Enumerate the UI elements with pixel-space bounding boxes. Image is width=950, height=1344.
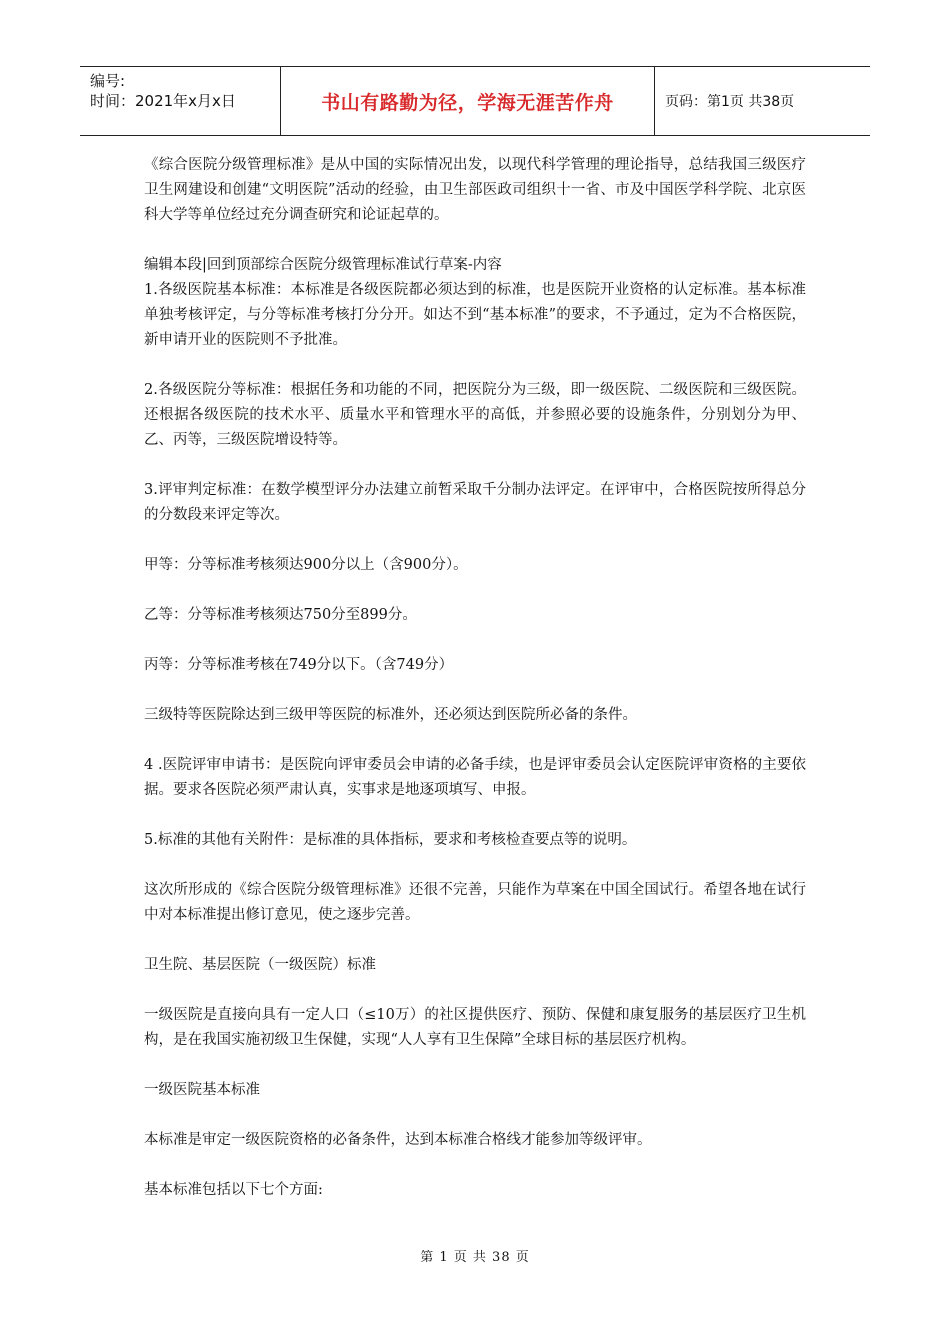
header-page-code: 页码：第1页 共38页 — [665, 94, 795, 110]
intro-paragraph: 《综合医院分级管理标准》是从中国的实际情况出发，以现代科学管理的理论指导，总结我国三级医疗卫生网建设和创建“文明医院”活动的经验，由卫生部医政司组织十一省、市及中国医学科学院、北京医科大学等单位经过充分调查研究和论证起草的。 — [144, 157, 806, 223]
standard-item-3: 3.评审判定标准：在数学模型评分办法建立前暂采取千分制办法评定。在评审中，合格医院按所得总分的分数段来评定等次。 — [144, 482, 806, 523]
basic-standard-description: 本标准是审定一级医院资格的必备条件，达到本标准合格线才能参加等级评审。 — [144, 1132, 652, 1148]
document-number-label: 编号: — [90, 72, 126, 90]
basic-standard-aspects: 基本标准包括以下七个方面: — [144, 1182, 323, 1198]
grade-b-paragraph: 乙等：分等标准考核须达750分至899分。 — [144, 607, 417, 623]
header-motto: 书山有路勤为径，学海无涯苦作舟 — [281, 67, 655, 135]
level1-basic-standard-title: 一级医院基本标准 — [144, 1082, 260, 1098]
standard-item-5: 5.标准的其他有关附件：是标准的具体指标，要求和考核检查要点等的说明。 — [144, 832, 637, 848]
document-header — [80, 66, 870, 136]
standard-item-4: 4 .医院评审申请书：是医院向评审委员会申请的必备手续，也是评审委员会认定医院评审资格的主要依据。要求各医院必须严肃认真，实事求是地逐项填写、申报。 — [144, 757, 806, 798]
level1-definition-paragraph: 一级医院是直接向具有一定人口（≤10万）的社区提供医疗、预防、保健和康复服务的基层医疗卫生机构，是在我国实施初级卫生保健，实现“人人享有卫生保障”全球目标的基层医疗机构。 — [144, 1007, 806, 1048]
header-meta — [80, 67, 281, 135]
page-footer: 第 1 页 共 38 页 — [420, 1250, 530, 1265]
grade-a-paragraph: 甲等：分等标准考核须达900分以上（含900分）。 — [144, 557, 468, 573]
standard-item-1: 1.各级医院基本标准：本标准是各级医院都必须达到的标准，也是医院开业资格的认定标准。基本标准单独考核评定，与分等标准考核打分分开。如达不到“基本标准”的要求，不予通过，定为不合格医院，新申请开业的医院则不予批准。 — [144, 282, 806, 348]
document-body — [144, 153, 806, 1228]
document-time-label: 时间：2021年x月x日 — [90, 92, 236, 110]
closing-paragraph: 这次所形成的《综合医院分级管理标准》还很不完善，只能作为草案在中国全国试行。希望各地在试行中对本标准提出修订意见，使之逐步完善。 — [144, 882, 806, 923]
special-grade-paragraph: 三级特等医院除达到三级甲等医院的标准外，还必须达到医院所必备的条件。 — [144, 707, 637, 723]
standard-item-2: 2.各级医院分等标准：根据任务和功能的不同，把医院分为三级，即一级医院、二级医院和三级医院。还根据各级医院的技术水平、质量水平和管理水平的高低，并参照必要的设施条件，分别划分为甲、乙、丙等，三级医院增设特等。 — [144, 382, 806, 448]
subsection-title: 卫生院、基层医院（一级医院）标准 — [144, 957, 376, 973]
section-heading: 编辑本段|回到顶部综合医院分级管理标准试行草案-内容 — [144, 257, 502, 273]
grade-c-paragraph: 丙等：分等标准考核在749分以下。（含749分） — [144, 657, 454, 673]
